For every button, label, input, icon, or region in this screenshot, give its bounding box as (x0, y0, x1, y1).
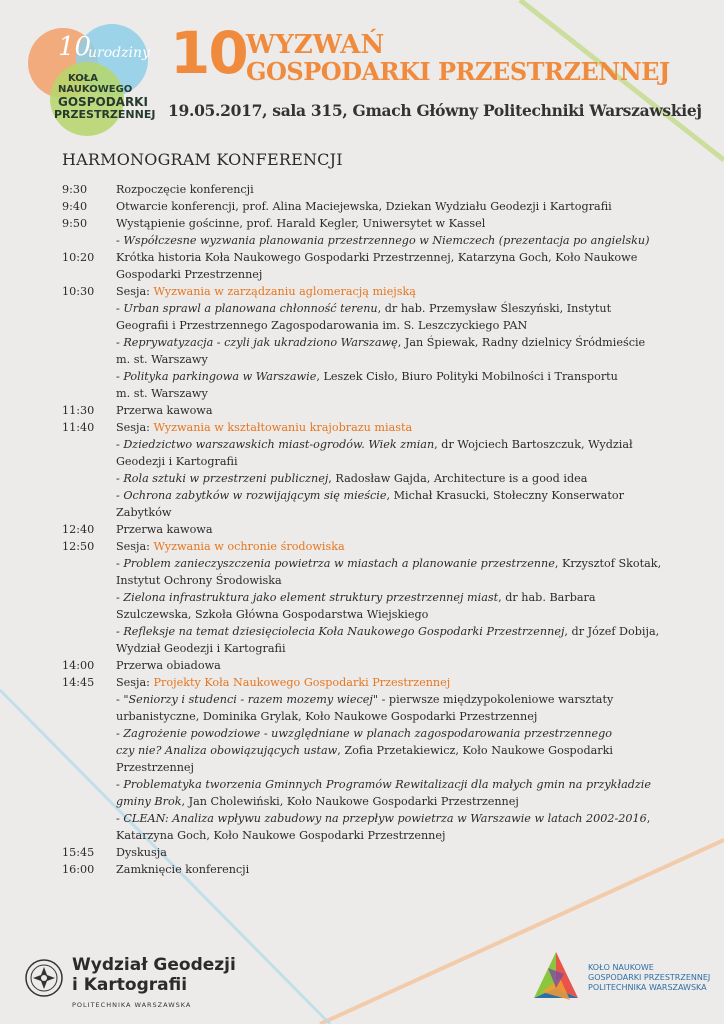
talk-title: - Zielona infrastruktura jako element struktury przestrzennej miast (116, 591, 499, 604)
talk-speaker: , Michał Krasucki, Stołeczny Konserwator (386, 489, 624, 502)
row-text: Przerwa kawowa (116, 523, 213, 536)
talk-speaker-cont: Geografii i Przestrzennego Zagospodarowania im. S. Leszczyckiego PAN (116, 319, 528, 332)
schedule-row (62, 249, 662, 283)
club-triangle-icon (530, 948, 582, 1008)
row-time: 9:30 (62, 183, 88, 196)
faculty-name-line1: Wydział Geodezji (72, 955, 236, 975)
talk-title: - Zagrożenie powodziowe - uwzględniane w planach zagospodarowania przestrzennego (116, 727, 612, 740)
row-text: Przerwa kawowa (116, 404, 213, 417)
schedule-row (62, 861, 662, 878)
title-line2: GOSPODARKI PRZESTRZENNEJ (246, 57, 670, 86)
faculty-university: POLITECHNIKA WARSZAWSKA (72, 1001, 192, 1009)
club-name-line1: KOŁO NAUKOWE (588, 963, 654, 972)
event-date-venue: 19.05.2017, sala 315, Gmach Główny Politechniki Warszawskiej (168, 101, 702, 120)
talk-speaker: , (646, 812, 651, 825)
row-text-cont: Gospodarki Przestrzennej (116, 268, 263, 281)
talk-title: - Urban sprawl a planowana chłonność terenu (116, 302, 378, 315)
talk-speaker-cont: Zabytków (116, 506, 172, 519)
session-name: Wyzwania w ochronie środowiska (153, 540, 345, 553)
faculty-name-line2: i Kartografii (72, 975, 188, 995)
talk-speaker: , Leszek Cisło, Biuro Polityki Mobilności i Transportu (316, 370, 618, 383)
talk-speaker-cont: m. st. Warszawy (116, 353, 208, 366)
row-time: 9:50 (62, 217, 88, 230)
club-name-line3: POLITECHNIKA WARSZAWSKA (588, 983, 707, 992)
talk-speaker: , dr Józef Dobija, (564, 625, 660, 638)
schedule-row (62, 521, 662, 538)
talk-speaker-cont: m. st. Warszawy (116, 387, 208, 400)
talk-speaker-cont: Katarzyna Goch, Koło Naukowe Gospodarki Przestrzennej (116, 829, 446, 842)
talk-speaker: , dr hab. Przemysław Śleszyński, Instytut (377, 302, 612, 315)
talk-title: - CLEAN: Analiza wpływu zabudowy na przepływ powietrza w Warszawie w latach 2002-2016 (116, 812, 647, 825)
schedule (62, 181, 662, 878)
schedule-row (62, 181, 662, 198)
row-text: Wystąpienie gościnne, prof. Harald Kegler, Uniwersytet w Kassel (116, 217, 486, 230)
row-text: Rozpoczęcie konferencji (116, 183, 254, 196)
talk-speaker: , dr Wojciech Bartoszczuk, Wydział (434, 438, 633, 451)
session-prefix: Sesja: (116, 421, 154, 434)
schedule-row (62, 198, 662, 215)
faculty-seal-icon (24, 958, 64, 998)
talk-title: - Ochrona zabytków w rozwijającym się mieście (116, 489, 387, 502)
section-title: HARMONOGRAM KONFERENCJI (62, 150, 343, 169)
schedule-row-session (62, 538, 662, 657)
talk-speaker: , Krzysztof Skotak, (554, 557, 662, 570)
logo-line1: KOŁA (68, 73, 98, 84)
talk-speaker: , Radosław Gajda, Architecture is a good idea (328, 472, 588, 485)
row-text: Otwarcie konferencji, prof. Alina Maciejewska, Dziekan Wydziału Geodezji i Kartografii (116, 200, 612, 213)
talk-title: - Polityka parkingowa w Warszawie (116, 370, 317, 383)
faculty-logo (22, 955, 236, 1015)
row-time: 11:30 (62, 404, 95, 417)
session-name: Wyzwania w kształtowaniu krajobrazu miasta (153, 421, 413, 434)
row-text: Dyskusja (116, 846, 167, 859)
row-time: 10:20 (62, 251, 95, 264)
row-text: Przerwa obiadowa (116, 659, 221, 672)
row-time: 16:00 (62, 863, 95, 876)
row-time: 12:50 (62, 540, 95, 553)
session-name: Wyzwania w zarządzaniu aglomeracją miejską (153, 285, 416, 298)
talk-speaker: , Jan Śpiewak, Radny dzielnicy Śródmieście (397, 336, 646, 349)
logo-line2: NAUKOWEGO (58, 84, 133, 95)
session-prefix: Sesja: (116, 540, 154, 553)
talk-title: - "Seniorzy i studenci - razem mozemy wiecej" (116, 693, 379, 706)
talk-speaker: , Jan Cholewiński, Koło Naukowe Gospodarki Przestrzennej (181, 795, 519, 808)
logo-urodziny: urodziny (88, 45, 150, 61)
talk-speaker-cont: Geodezji i Kartografii (116, 455, 238, 468)
row-time: 10:30 (62, 285, 95, 298)
talk-title: - Reprywatyzacja - czyli jak ukradziono Warszawę (116, 336, 398, 349)
talk-speaker-cont: Wydział Geodezji i Kartografii (116, 642, 286, 655)
talk-speaker-cont: Instytut Ochrony Środowiska (116, 574, 282, 587)
schedule-row-session (62, 283, 662, 402)
session-prefix: Sesja: (116, 676, 154, 689)
session-name: Projekty Koła Naukowego Gospodarki Przestrzennej (153, 676, 451, 689)
talk-speaker: , dr hab. Barbara (498, 591, 596, 604)
row-time: 11:40 (62, 421, 95, 434)
row-time: 9:40 (62, 200, 88, 213)
talk-title: - Współczesne wyzwania planowania przestrzennego w Niemczech (prezentacja po angielsku) (116, 234, 650, 247)
talk-title: - Problem zanieczyszczenia powietrza w miastach a planowanie przestrzenne (116, 557, 555, 570)
schedule-row (62, 844, 662, 861)
talk-speaker-cont: urbanistyczne, Dominika Grylak, Koło Naukowe Gospodarki Przestrzennej (116, 710, 538, 723)
talk-title-cont: czy nie? Analiza obowiązujących ustaw (116, 744, 338, 757)
talk-title-cont: gminy Brok (116, 795, 182, 808)
schedule-row (62, 215, 662, 249)
talk-title: - Dziedzictwo warszawskich miast-ogrodów. Wiek zmian (116, 438, 435, 451)
row-time: 14:00 (62, 659, 95, 672)
schedule-row-session (62, 419, 662, 521)
schedule-row (62, 402, 662, 419)
row-text: Krótka historia Koła Naukowego Gospodarki Przestrzennej, Katarzyna Goch, Koło Naukowe (116, 251, 638, 264)
logo-number: 10 (58, 32, 92, 62)
row-time: 14:45 (62, 676, 95, 689)
row-time: 12:40 (62, 523, 95, 536)
conference-logo (22, 22, 162, 132)
talk-title: - Problematyka tworzenia Gminnych Programów Rewitalizacji dla małych gmin na przykładzie (116, 778, 652, 791)
talk-speaker-cont: Szulczewska, Szkoła Główna Gospodarstwa Wiejskiego (116, 608, 429, 621)
row-time: 15:45 (62, 846, 95, 859)
talk-speaker: , Zofia Przetakiewicz, Koło Naukowe Gospodarki (337, 744, 613, 757)
logo-line4: PRZESTRZENNEJ (54, 108, 156, 121)
talk-speaker: - pierwsze międzypokoleniowe warsztaty (378, 693, 614, 706)
club-name-line2: GOSPODARKI PRZESTRZENNEJ (588, 973, 711, 982)
club-logo (530, 948, 710, 1012)
schedule-row-session (62, 674, 662, 844)
talk-title: - Rola sztuki w przestrzeni publicznej (116, 472, 329, 485)
schedule-row (62, 657, 662, 674)
talk-title: - Refleksje na temat dziesięciolecia Koła Naukowego Gospodarki Przestrzennej (116, 625, 565, 638)
title-line1: WYZWAŃ (246, 30, 385, 60)
logo-line3: GOSPODARKI (58, 95, 148, 109)
title-number: 10 (170, 19, 247, 87)
row-text: Zamknięcie konferencji (116, 863, 250, 876)
talk-speaker-cont: Przestrzennej (116, 761, 194, 774)
session-prefix: Sesja: (116, 285, 154, 298)
